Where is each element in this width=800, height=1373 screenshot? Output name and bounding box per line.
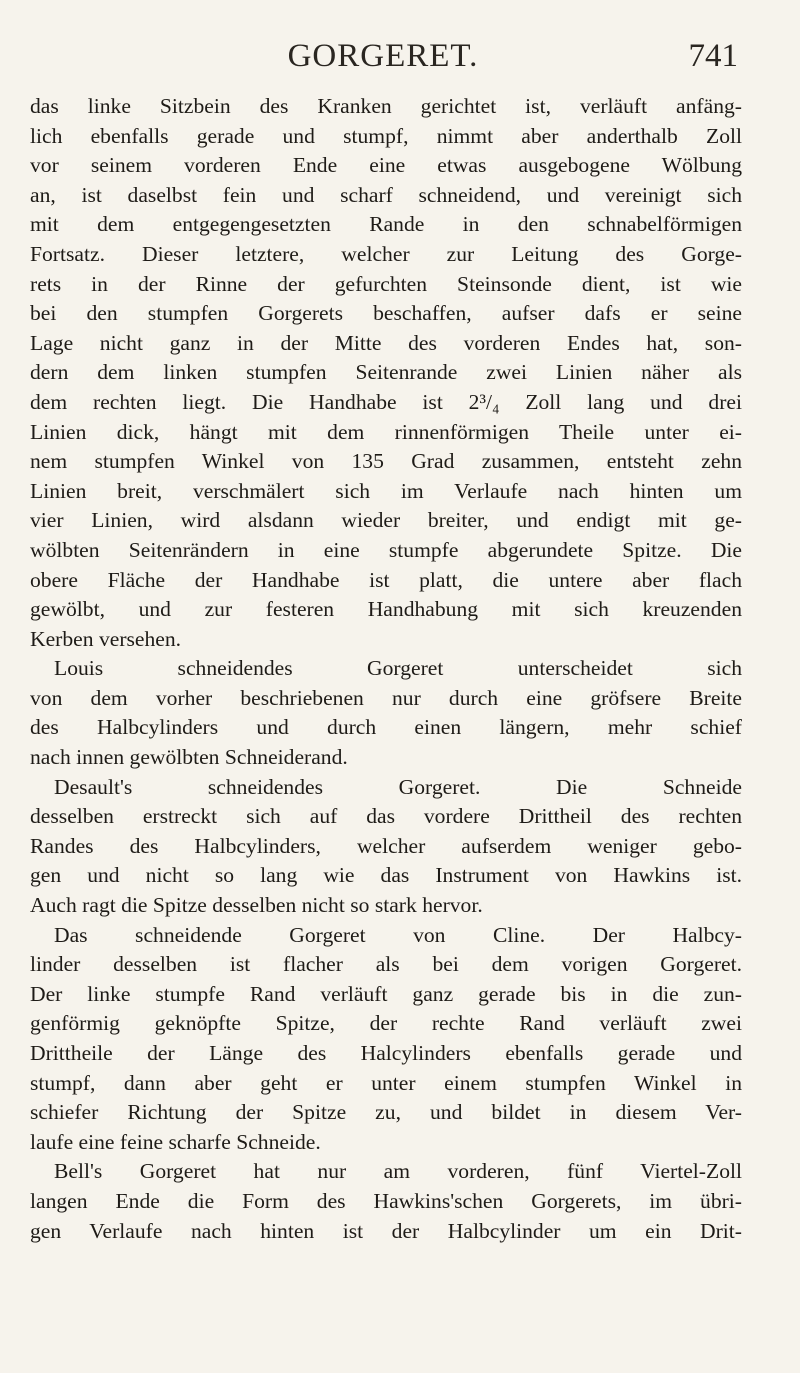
text-line: gen und nicht so lang wie das Instrument von Hawkins ist. [30,863,742,888]
text-line: lich ebenfalls gerade und stumpf, nimmt aber anderthalb Zoll [30,123,742,148]
text-line: linder desselben ist flacher als bei dem vorigen Gorgeret. [30,952,742,977]
text-line: das linke Sitzbein des Kranken gerichtet ist, verläuft anfäng- [30,94,742,118]
text-line: Randes des Halbcylinders, welcher aufserdem weniger gebo- [30,833,742,858]
text-line: obere Fläche der Handhabe ist platt, die untere aber flach [30,567,742,592]
text-line: Linien dick, hängt mit dem rinnenförmigen Theile unter ei- [30,419,742,444]
text-line: Der linke stumpfe Rand verläuft ganz gerade bis in die zun- [30,981,742,1006]
text-line: mit dem entgegengesetzten Rande in den schnabelförmigen [30,212,742,237]
text-line: Louis schneidendes Gorgeret unterscheidet sich [54,656,742,681]
text-line: Fortsatz. Dieser letztere, welcher zur Leitung des Gorge- [30,241,742,266]
text-line: nem stumpfen Winkel von 135 Grad zusammen, entsteht zehn [30,449,742,474]
text-line: desselben erstreckt sich auf das vordere Drittheil des rechten [30,804,742,829]
running-title: GORGERET. [287,38,479,74]
text-line: genförmig geknöpfte Spitze, der rechte Rand verläuft zwei [30,1011,742,1036]
body-text [30,92,742,1246]
page-header [28,38,738,78]
text-line: vier Linien, wird alsdann wieder breiter, und endigt mit ge- [30,508,742,533]
text-line: Auch ragt die Spitze desselben nicht so stark hervor. [30,893,483,918]
text-line: von dem vorher beschriebenen nur durch eine gröfsere Breite [30,685,742,710]
text-line: dem rechten liegt. Die Handhabe ist 2³/₄ Zoll lang und drei [30,389,742,414]
text-line: laufe eine feine scharfe Schneide. [30,1129,321,1154]
text-line: gewölbt, und zur festeren Handhabung mit sich kreuzenden [30,597,742,622]
text-line: Desault's schneidendes Gorgeret. Die Schneide [54,774,742,799]
text-line: an, ist daselbst fein und scharf schneidend, und vereinigt sich [30,182,742,207]
text-line: Lage nicht ganz in der Mitte des vorderen Endes hat, son- [30,330,742,355]
text-line: Bell's Gorgeret hat nur am vorderen, fünf Viertel-Zoll [54,1159,742,1184]
text-line: wölbten Seitenrändern in eine stumpfe abgerundete Spitze. Die [30,537,742,562]
text-line: Linien breit, verschmälert sich im Verlaufe nach hinten um [30,478,742,503]
text-line: bei den stumpfen Gorgerets beschaffen, aufser dafs er seine [30,301,742,326]
text-line: gen Verlaufe nach hinten ist der Halbcylinder um ein Drit- [30,1218,742,1243]
text-line: vor seinem vorderen Ende eine etwas ausgebogene Wölbung [30,153,742,178]
text-line: rets in der Rinne der gefurchten Steinsonde dient, ist wie [30,271,742,296]
text-line: schiefer Richtung der Spitze zu, und bildet in diesem Ver- [30,1100,742,1125]
text-line: Drittheile der Länge des Halcylinders ebenfalls gerade und [30,1041,742,1065]
text-line: des Halbcylinders und durch einen längern, mehr schief [30,715,742,740]
text-line: Das schneidende Gorgeret von Cline. Der Halbcy- [54,922,742,947]
text-line: Kerben versehen. [30,626,182,651]
text-line: dern dem linken stumpfen Seitenrande zwei Linien näher als [30,360,742,385]
text-line: stumpf, dann aber geht er unter einem stumpfen Winkel in [30,1070,742,1095]
page-number: 741 [688,38,738,74]
text-line: langen Ende die Form des Hawkins'schen Gorgerets, im übri- [30,1188,742,1213]
text-line: nach innen gewölbten Schneiderand. [30,745,348,770]
